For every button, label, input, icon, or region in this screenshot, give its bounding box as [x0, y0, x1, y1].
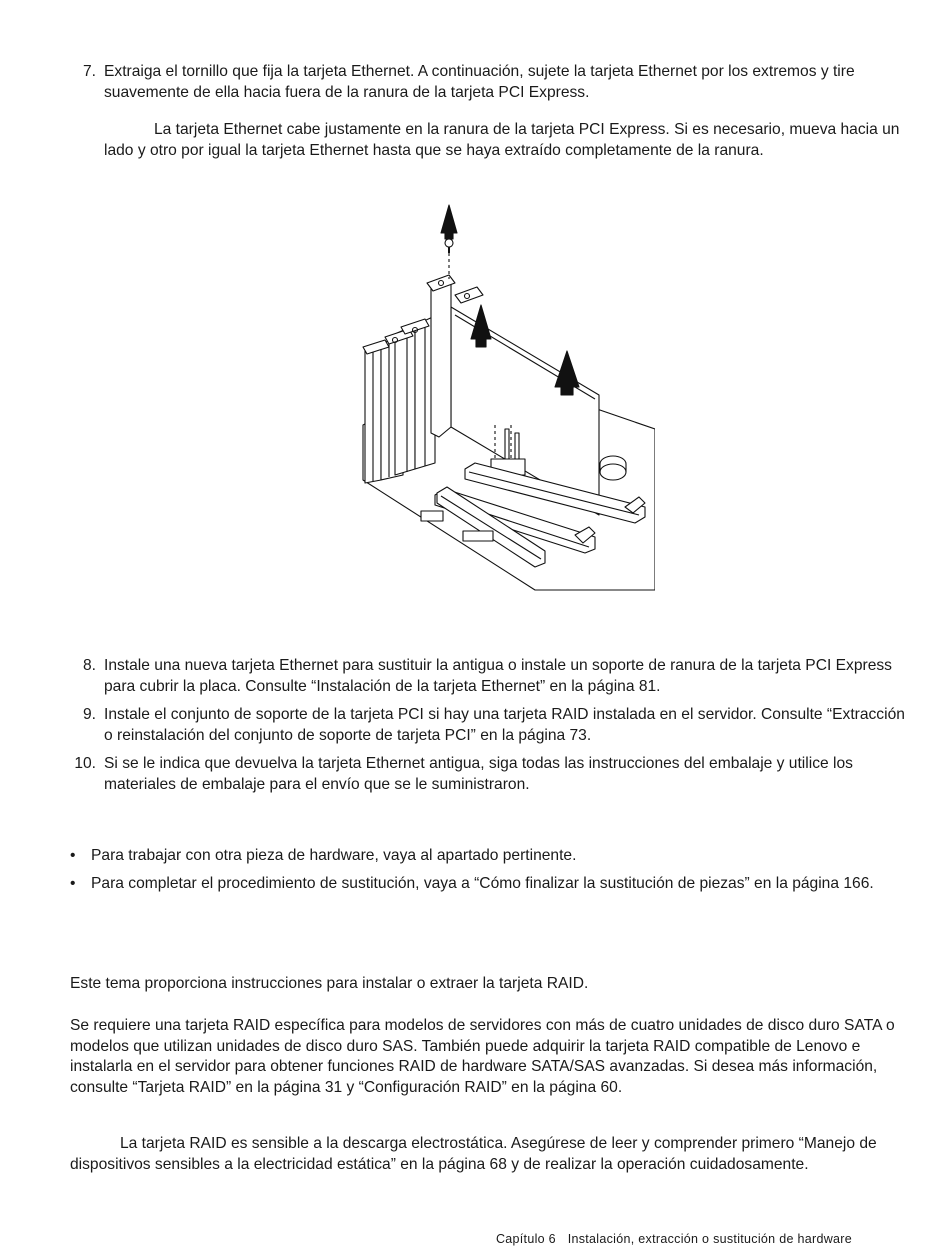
- step-note: La tarjeta Ethernet cabe justamente en la ranura de la tarjeta PCI Express. Si es necesario, mueva hacia un lado y otro por igual la tarjeta Ethernet hasta que se haya extraído completamente de la ranura.: [104, 121, 900, 159]
- ethernet-card-removal-illustration: [355, 197, 655, 595]
- next-steps-list: [70, 846, 906, 901]
- steps-list-top: [70, 62, 906, 161]
- step-text: Instale una nueva tarjeta Ethernet para sustituir la antigua o instale un soporte de ranura de la tarjeta PCI Express para cubrir la placa. Consulte “Instalación de la tarjeta Ethernet” en la página 81.: [104, 657, 892, 695]
- list-item-text: Para completar el procedimiento de sustitución, vaya a “Cómo finalizar la sustitución de piezas” en la página 166.: [91, 874, 874, 892]
- step-7: [70, 62, 906, 161]
- raid-description-paragraph: Se requiere una tarjeta RAID específica para modelos de servidores con más de cuatro unidades de disco duro SATA o modelos que utilizan unidades de disco duro SAS. También puede adquirir la tarjeta RAID compatible de Lenovo e instalarla en el servidor para obtener funciones RAID de hardware SATA/SAS avanzadas. Si desea más información, consulte “Tarjeta RAID” en la página 31 y “Configuración RAID” en la página 60.: [70, 1017, 895, 1096]
- step-text: Si se le indica que devuelva la tarjeta Ethernet antigua, siga todas las instrucciones del embalaje y utilice los materiales de embalaje para el envío que se le suministraron.: [104, 755, 853, 793]
- list-item-text: Para trabajar con otra pieza de hardware, vaya al apartado pertinente.: [91, 847, 577, 864]
- step-text: Extraiga el tornillo que fija la tarjeta Ethernet. A continuación, sujete la tarjeta Ethernet por los extremos y tire suavemente de ella hacia fuera de la ranura de la tarjeta PCI Express.: [104, 63, 855, 101]
- footer-chapter: Capítulo 6: [495, 1232, 556, 1246]
- card-bracket: [431, 281, 451, 437]
- list-item: [70, 874, 906, 895]
- steps-list-bottom: [70, 656, 906, 803]
- raid-intro-paragraph: Este tema proporciona instrucciones para instalar o extraer la tarjeta RAID.: [70, 975, 589, 992]
- step-number: 7.: [82, 63, 96, 80]
- step-10: [70, 754, 906, 795]
- step-9: [70, 705, 906, 746]
- battery: [600, 464, 626, 480]
- step-number: 9.: [82, 706, 96, 723]
- raid-esd-note: La tarjeta RAID es sensible a la descarga electrostática. Asegúrese de leer y comprender primero “Manejo de dispositivos sensibles a la electricidad estática” en la página 68 y de realizar la operación cuidadosamente.: [70, 1135, 877, 1173]
- footer-title: Instalación, extracción o sustitución de hardware: [567, 1232, 852, 1246]
- step-text: Instale el conjunto de soporte de la tarjeta PCI si hay una tarjeta RAID instalada en el servidor. Consulte “Extracción o reinstalación del conjunto de soporte de tarjeta PCI” en la página 73.: [104, 706, 905, 744]
- page-footer: [496, 1232, 860, 1246]
- step-number: 10.: [74, 755, 96, 772]
- step-number: 8.: [82, 657, 96, 674]
- screw: [445, 239, 453, 247]
- bullet-icon: •: [70, 874, 76, 892]
- list-item: [70, 846, 906, 867]
- arrow-up-icon: [441, 205, 457, 239]
- bullet-icon: •: [70, 847, 76, 864]
- step-8: [70, 656, 906, 697]
